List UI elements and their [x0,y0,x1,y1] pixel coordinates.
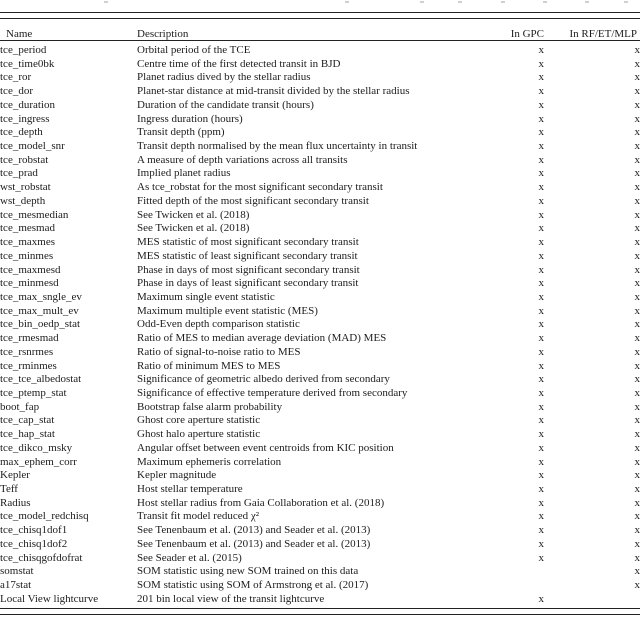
cell-feature-description: Implied planet radius [137,167,231,180]
cell-feature-description: Duration of the candidate transit (hours) [137,98,314,111]
cell-feature-name: tce_hap_stat [0,428,55,441]
cell-in-gpc-mark: x [538,332,544,345]
cell-feature-description: Ingress duration (hours) [137,112,243,125]
cell-feature-description: Transit depth (ppm) [137,126,225,139]
cell-in-gpc-mark: x [538,126,544,139]
cell-in-gpc-mark [459,579,544,593]
cell-in-rf-mark: x [634,167,640,180]
cell-in-gpc-mark: x [538,304,544,317]
cell-feature-name: Local View lightcurve [0,592,99,605]
cell-in-rf-mark: x [634,359,640,372]
cell-feature-name: wst_robstat [0,181,51,194]
cell-feature-name: tce_max_sngle_ev [0,290,82,303]
cell-feature-description: As tce_robstat for the most significant secondary transit [137,181,383,194]
cell-feature-description: SOM statistic using SOM of Armstrong et al. (2017) [137,579,369,592]
cell-feature-name: Kepler [0,469,30,482]
cell-in-gpc-mark: x [538,469,544,482]
table-row [0,236,640,250]
table-row [0,318,640,332]
table-row [0,401,640,415]
table-row [0,346,640,360]
cell-feature-name: wst_depth [0,194,46,207]
cell-feature-name: tce_cap_stat [0,414,55,427]
cell-feature-name: tce_max_mult_ev [0,304,79,317]
cell-in-rf-mark: x [634,194,640,207]
cell-feature-name: tce_mesmedian [0,208,69,221]
cell-feature-description: Ratio of minimum MES to MES [137,359,281,372]
cell-feature-name: tce_chisq1dof1 [0,524,68,537]
cell-feature-description: MES statistic of most significant secondary transit [137,236,359,249]
cell-in-rf-mark: x [634,249,640,262]
table-row [0,71,640,85]
table-row [0,113,640,127]
cell-feature-description: Ghost halo aperture statistic [137,428,261,441]
table-row [0,387,640,401]
cell-feature-name: a17stat [0,579,32,592]
cell-in-rf-mark: x [634,510,640,523]
cell-in-gpc-mark: x [538,236,544,249]
cell-in-gpc-mark: x [538,153,544,166]
cell-feature-description: Maximum ephemeris correlation [137,455,282,468]
cell-in-rf-mark: x [634,290,640,303]
table-row [0,58,640,72]
cell-in-gpc-mark: x [538,290,544,303]
text-remnant-mark [345,1,349,3]
table-row [0,510,640,524]
cell-feature-name: tce_dor [0,85,33,98]
table-row [0,85,640,99]
table-row [0,250,640,264]
table-row [0,483,640,497]
cell-feature-name: boot_fap [0,400,40,413]
table-row [0,360,640,374]
cell-in-rf-mark: x [634,469,640,482]
cell-feature-description: See Seader et al. (2015) [137,551,242,564]
cell-feature-name: tce_rsnrmes [0,345,54,358]
cell-feature-name: tce_time0bk [0,57,55,70]
table-row [0,428,640,442]
cell-feature-description: Ghost core aperture statistic [137,414,261,427]
cell-in-rf-mark: x [634,483,640,495]
cell-feature-description: Transit depth normalised by the mean flux uncertainty in transit [137,140,418,153]
cell-in-rf-mark: x [634,579,640,592]
cell-feature-description: Ratio of signal-to-noise ratio to MES [137,345,301,358]
cell-feature-description: Centre time of the first detected transit in BJD [137,57,341,70]
cell-in-gpc-mark: x [538,551,544,564]
cell-in-gpc-mark: x [538,386,544,399]
cell-feature-name: tce_duration [0,98,55,111]
cell-feature-name: tce_prad [0,167,38,180]
cell-in-gpc-mark: x [538,222,544,235]
cell-feature-name: tce_maxmes [0,236,55,249]
table-body [0,41,640,607]
cell-in-rf-mark: x [634,304,640,317]
cell-in-rf-mark: x [634,208,640,221]
cell-in-rf-mark: x [634,44,640,56]
cell-feature-description: Maximum single event statistic [137,290,275,303]
cell-in-rf-mark: x [634,537,640,550]
cell-in-gpc-mark: x [538,524,544,537]
text-remnant-mark [585,1,589,3]
cell-feature-name: tce_ingress [0,112,50,125]
cell-feature-description: Ratio of MES to median average deviation (MAD) MES [137,332,387,345]
cell-feature-description: Fitted depth of the most significant secondary transit [137,194,369,207]
cell-feature-name: tce_minmes [0,249,54,262]
cell-in-rf-mark: x [634,345,640,358]
cell-feature-name: tce_model_snr [0,140,65,153]
cell-feature-description: Planet-star distance at mid-transit divided by the stellar radius [137,85,410,98]
cell-feature-description: MES statistic of least significant secondary transit [137,249,358,262]
cell-feature-name: tce_depth [0,126,43,139]
cell-in-gpc-mark: x [538,537,544,550]
cell-in-gpc-mark: x [538,98,544,111]
cell-in-gpc-mark: x [538,263,544,276]
cell-feature-description: Maximum multiple event statistic (MES) [137,304,318,317]
cell-in-gpc-mark: x [538,318,544,331]
cell-in-rf-mark: x [634,263,640,276]
cell-in-gpc-mark: x [538,359,544,372]
cell-feature-description: 201 bin local view of the transit lightcurve [137,592,325,605]
text-remnant-mark [501,1,505,3]
table-header-row [0,17,640,41]
table-row [0,181,640,195]
table-row [0,456,640,470]
table-row [0,565,640,579]
table-row [0,332,640,346]
text-remnant-mark [624,1,628,3]
cell-in-rf-mark: x [634,57,640,70]
cell-in-gpc-mark: x [538,441,544,454]
cell-in-gpc-mark: x [538,181,544,194]
cell-feature-description: Phase in days of most significant secondary transit [137,263,360,276]
table-row [0,264,640,278]
cell-in-rf-mark: x [634,85,640,98]
column-header-name: Name [0,17,137,41]
table-row [0,209,640,223]
cell-feature-name: tce_robstat [0,153,49,166]
cell-feature-description: Bootstrap false alarm probability [137,400,283,413]
cell-in-gpc-mark: x [538,428,544,441]
cell-feature-description: Significance of effective temperature derived from secondary [137,386,408,399]
cell-feature-description: SOM statistic using new SOM trained on this data [137,565,359,578]
cell-in-rf-mark: x [634,565,640,578]
table-row [0,126,640,140]
cell-in-rf-mark: x [634,428,640,441]
cell-in-rf-mark: x [634,414,640,427]
cell-feature-description: See Tenenbaum et al. (2013) and Seader et al. (2013) [137,524,371,537]
cell-feature-name: tce_chisq1dof2 [0,537,68,550]
cell-in-gpc-mark: x [538,85,544,98]
cell-feature-description: Significance of geometric albedo derived from secondary [137,373,390,386]
cell-feature-description: Kepler magnitude [137,469,217,482]
table-row [0,291,640,305]
cell-feature-description: Transit fit model reduced χ² [137,510,260,523]
table-row [0,414,640,428]
column-header-in-rf-et-mlp: In RF/ET/MLP [544,17,640,41]
cell-in-gpc-mark: x [538,496,544,509]
cell-in-gpc-mark: x [538,167,544,180]
cell-feature-description: Orbital period of the TCE [137,44,251,56]
cell-in-gpc-mark: x [538,400,544,413]
text-remnant-mark [458,1,462,3]
cell-in-rf-mark: x [634,332,640,345]
cell-in-gpc-mark: x [538,510,544,523]
cell-in-gpc-mark: x [538,208,544,221]
cell-feature-description: Angular offset between event centroids from KIC position [137,441,394,454]
cell-feature-description: See Twicken et al. (2018) [137,208,250,221]
cell-in-gpc-mark: x [538,194,544,207]
cell-feature-description: Phase in days of least significant secondary transit [137,277,359,290]
table-row [0,552,640,566]
table-row [0,469,640,483]
cell-feature-name: tce_mesmad [0,222,55,235]
features-table [0,17,640,606]
cell-in-rf-mark: x [634,98,640,111]
cell-feature-name: tce_maxmesd [0,263,61,276]
cell-feature-description: See Tenenbaum et al. (2013) and Seader et al. (2013) [137,537,371,550]
table-row [0,593,640,607]
cell-in-rf-mark: x [634,524,640,537]
text-remnant-mark [104,1,108,3]
table-row [0,41,640,58]
table-row [0,277,640,291]
column-header-description: Description [137,17,459,41]
cell-in-rf-mark: x [634,386,640,399]
table-row [0,167,640,181]
table-row [0,524,640,538]
cell-feature-name: tce_dikco_msky [0,441,73,454]
cell-in-rf-mark: x [634,496,640,509]
table-row [0,154,640,168]
cell-in-rf-mark: x [634,373,640,386]
table-row [0,140,640,154]
cell-feature-description: Host stellar temperature [137,483,243,495]
cell-in-gpc-mark: x [538,44,544,56]
cell-feature-name: tce_period [0,44,47,56]
cell-feature-name: tce_minmesd [0,277,59,290]
table-row [0,222,640,236]
cell-in-rf-mark: x [634,277,640,290]
cell-feature-name: tce_chisqgofdofrat [0,551,83,564]
cell-in-gpc-mark: x [538,57,544,70]
cell-feature-name: max_ephem_corr [0,455,77,468]
cell-in-gpc-mark: x [538,592,544,605]
table-row [0,579,640,593]
column-header-in-gpc: In GPC [459,17,544,41]
cell-in-rf-mark: x [634,71,640,84]
text-remnant-mark [543,1,547,3]
cell-feature-description: Host stellar radius from Gaia Collaboration et al. (2018) [137,496,385,509]
cell-feature-name: tce_model_redchisq [0,510,89,523]
cell-in-gpc-mark [459,565,544,579]
cell-feature-name: tce_ptemp_stat [0,386,67,399]
table-row [0,497,640,511]
cell-feature-description: See Twicken et al. (2018) [137,222,250,235]
cell-in-rf-mark [544,593,640,607]
table-row [0,305,640,319]
cell-in-rf-mark: x [634,126,640,139]
cell-feature-name: tce_bin_oedp_stat [0,318,81,331]
table-row [0,538,640,552]
cell-feature-name: Teff [0,483,18,495]
table-row [0,373,640,387]
cell-feature-name: tce_rmesmad [0,332,59,345]
cell-feature-description: Planet radius dived by the stellar radius [137,71,311,84]
cell-in-rf-mark: x [634,455,640,468]
cell-in-gpc-mark: x [538,483,544,495]
cell-in-gpc-mark: x [538,140,544,153]
table-bottom-rule [0,608,640,615]
cell-in-gpc-mark: x [538,112,544,125]
cell-in-rf-mark: x [634,222,640,235]
table-row [0,442,640,456]
cell-feature-name: tce_tce_albedostat [0,373,82,386]
cell-feature-name: tce_rminmes [0,359,57,372]
text-remnant-mark [420,1,424,3]
cell-feature-name: Radius [0,496,31,509]
cell-in-gpc-mark: x [538,455,544,468]
cell-in-gpc-mark: x [538,277,544,290]
table-row [0,195,640,209]
cell-in-rf-mark: x [634,551,640,564]
cell-in-gpc-mark: x [538,249,544,262]
cell-in-rf-mark: x [634,236,640,249]
cell-in-rf-mark: x [634,112,640,125]
cell-in-rf-mark: x [634,441,640,454]
cell-in-gpc-mark: x [538,345,544,358]
cell-in-rf-mark: x [634,400,640,413]
cell-in-gpc-mark: x [538,414,544,427]
cell-in-gpc-mark: x [538,71,544,84]
cell-feature-name: tce_ror [0,71,32,84]
cell-in-rf-mark: x [634,181,640,194]
cell-feature-description: Odd-Even depth comparison statistic [137,318,300,331]
cell-in-rf-mark: x [634,153,640,166]
cell-feature-description: A measure of depth variations across all transits [137,153,348,166]
cell-in-gpc-mark: x [538,373,544,386]
cell-in-rf-mark: x [634,318,640,331]
cell-in-rf-mark: x [634,140,640,153]
table-row [0,99,640,113]
cell-feature-name: somstat [0,565,34,578]
